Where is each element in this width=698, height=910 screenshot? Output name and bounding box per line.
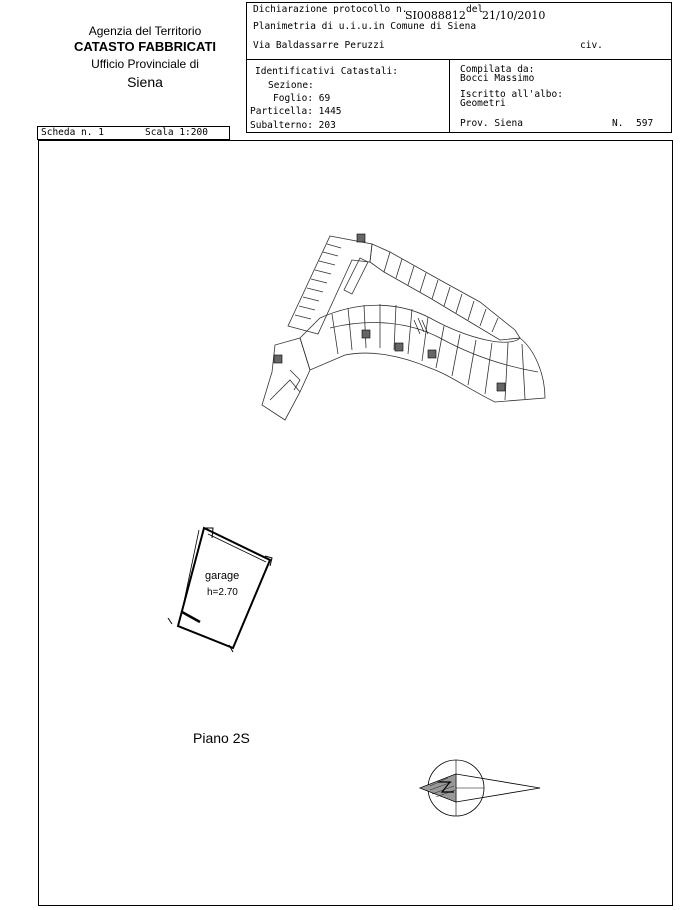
room-name: garage [205, 570, 240, 582]
building-wing-north [288, 236, 372, 334]
room-height: h=2.70 [207, 587, 238, 598]
block-east-units [384, 252, 498, 332]
north-arrow-icon [420, 760, 540, 816]
iscritto-label: Iscritto all'albo: [460, 89, 563, 100]
dichiarazione-label: Dichiarazione protocollo n. [253, 4, 408, 15]
albo-label: Geometri [460, 98, 506, 109]
ufficio-label: Ufficio Provinciale di [91, 57, 199, 71]
wing-north-stairs [295, 244, 341, 319]
compilata-name: Bocci Massimo [460, 73, 535, 84]
foglio-label: Foglio: 69 [273, 93, 331, 104]
planimetria-label: Planimetria di u.i.u.in Comune di Siena [253, 21, 477, 32]
n-value: 597 [636, 118, 654, 129]
agency-name: Agenzia del Territorio [88, 24, 202, 38]
n-label: N. [612, 118, 624, 129]
address-label: Via Baldassarre Peruzzi [253, 40, 385, 51]
civ-label: civ. [580, 40, 603, 51]
protocollo-number: SI0088812 [405, 9, 466, 22]
subalterno-label: Subalterno: 203 [250, 120, 336, 131]
building-block-south [300, 305, 545, 402]
city-label: Siena [127, 74, 163, 90]
building-block-west [262, 338, 310, 420]
scheda-label: Scheda n. 1 [41, 127, 104, 138]
del-label: del [466, 4, 484, 15]
sezione-label: Sezione: [268, 80, 314, 91]
catasto-title: CATASTO FABBRICATI [73, 39, 217, 54]
prov-label: Prov. Siena [460, 118, 523, 129]
protocollo-date: 21/10/2010 [482, 9, 546, 22]
identificativi-title: Identificativi Catastali: [255, 66, 398, 77]
scala-label: Scala 1:200 [145, 127, 208, 138]
floor-label: Piano 2S [193, 730, 250, 746]
particella-label: Particella: 1445 [250, 106, 342, 117]
compilata-label: Compilata da: [460, 64, 535, 75]
